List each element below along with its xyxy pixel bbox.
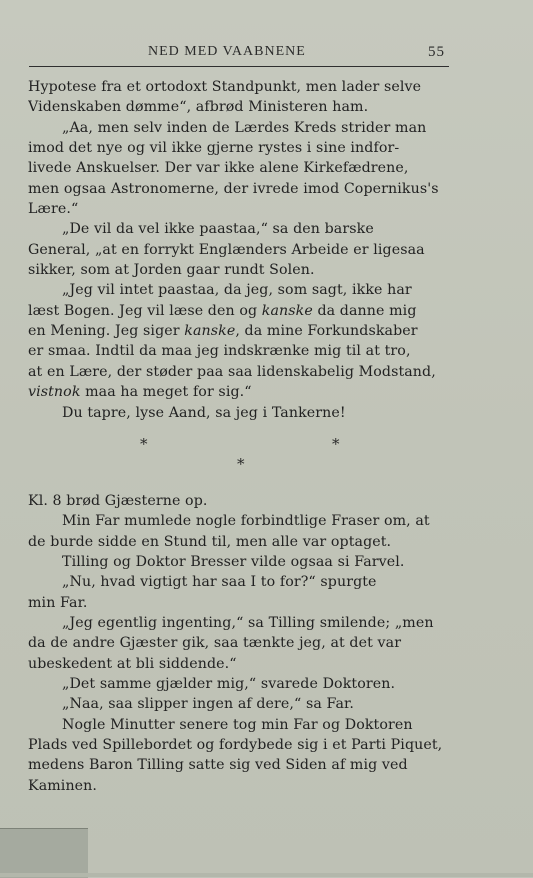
- text-line: Min Far mumlede nogle forbindtlige Fraser om, at: [62, 513, 430, 530]
- text-line: ubeskedent at bli siddende.“: [28, 655, 237, 672]
- text-line: vistnok maa ha meget for sig.“: [28, 384, 252, 401]
- page-bottom-edge: [0, 873, 533, 877]
- text-line: Nogle Minutter senere tog min Far og Doktoren: [62, 716, 413, 733]
- text-line: Plads ved Spillebordet og fordybede sig i et Parti Piquet,: [28, 737, 443, 754]
- text-line: medens Baron Tilling satte sig ved Siden af mig ved: [28, 757, 408, 774]
- running-head: NED MED VAABNENE: [148, 44, 306, 59]
- text-line: „Jeg vil intet paastaa, da jeg, som sagt, ikke har: [62, 282, 412, 299]
- body-text-block-2: [28, 491, 448, 796]
- text-line: Du tapre, lyse Aand, sa jeg i Tankerne!: [62, 404, 346, 421]
- text-line: Videnskaben dømme“, afbrød Ministeren ham.: [28, 99, 369, 116]
- text-line: en Mening. Jeg siger kanske, da mine Forkundskaber: [28, 323, 418, 340]
- page-header: [28, 40, 447, 62]
- text-line: General, „at en forrykt Englænders Arbeide er ligesaa: [28, 241, 425, 258]
- text-line: „Naa, saa slipper ingen af dere,“ sa Far.: [62, 696, 354, 713]
- text-line: imod det nye og vil ikke gjerne rystes i sine indfor-: [28, 140, 400, 157]
- text-line: de burde sidde en Stund til, men alle var optaget.: [28, 533, 392, 550]
- text-line: min Far.: [28, 594, 88, 611]
- text-line: sikker, som at Jorden gaar rundt Solen.: [28, 262, 315, 279]
- text-line: „Jeg egentlig ingenting,“ sa Tilling smilende; „men: [62, 615, 434, 632]
- text-line: „Nu, hvad vigtigt har saa I to for?“ spurgte: [62, 574, 377, 591]
- section-break-star-bottom: *: [237, 455, 245, 473]
- body-text-block-1: [28, 77, 448, 423]
- text-line: er smaa. Indtil da maa jeg indskrænke mig til at tro,: [28, 343, 411, 360]
- text-line: „De vil da vel ikke paastaa,“ sa den barske: [62, 221, 374, 238]
- section-break-star-left: *: [140, 435, 148, 453]
- text-line: „Det samme gjælder mig,“ svarede Doktoren.: [62, 676, 396, 693]
- section-break: [0, 435, 533, 473]
- text-line: livede Anskuelser. Der var ikke alene Kirkefædrene,: [28, 160, 409, 177]
- text-line: da de andre Gjæster gik, saa tænkte jeg, at det var: [28, 635, 402, 652]
- text-line: Tilling og Doktor Bresser vilde ogsaa si Farvel.: [62, 554, 405, 571]
- text-line: „Aa, men selv inden de Lærdes Kreds strider man: [62, 119, 427, 136]
- page-number: 55: [428, 44, 445, 60]
- text-line: Kaminen.: [28, 777, 98, 794]
- text-line: Kl. 8 brød Gjæsterne op.: [28, 493, 208, 509]
- page-corner-mark: [0, 828, 88, 878]
- text-line: læst Bogen. Jeg vil læse den og kanske da danne mig: [28, 302, 417, 319]
- text-line: Lære.“: [28, 201, 79, 218]
- text-line: men ogsaa Astronomerne, der ivrede imod Copernikus's: [28, 180, 439, 197]
- section-break-star-right: *: [332, 435, 340, 453]
- header-rule: [29, 66, 449, 67]
- text-line: at en Lære, der støder paa saa lidenskabelig Modstand,: [28, 363, 436, 380]
- text-line: Hypotese fra et ortodoxt Standpunkt, men lader selve: [28, 79, 422, 95]
